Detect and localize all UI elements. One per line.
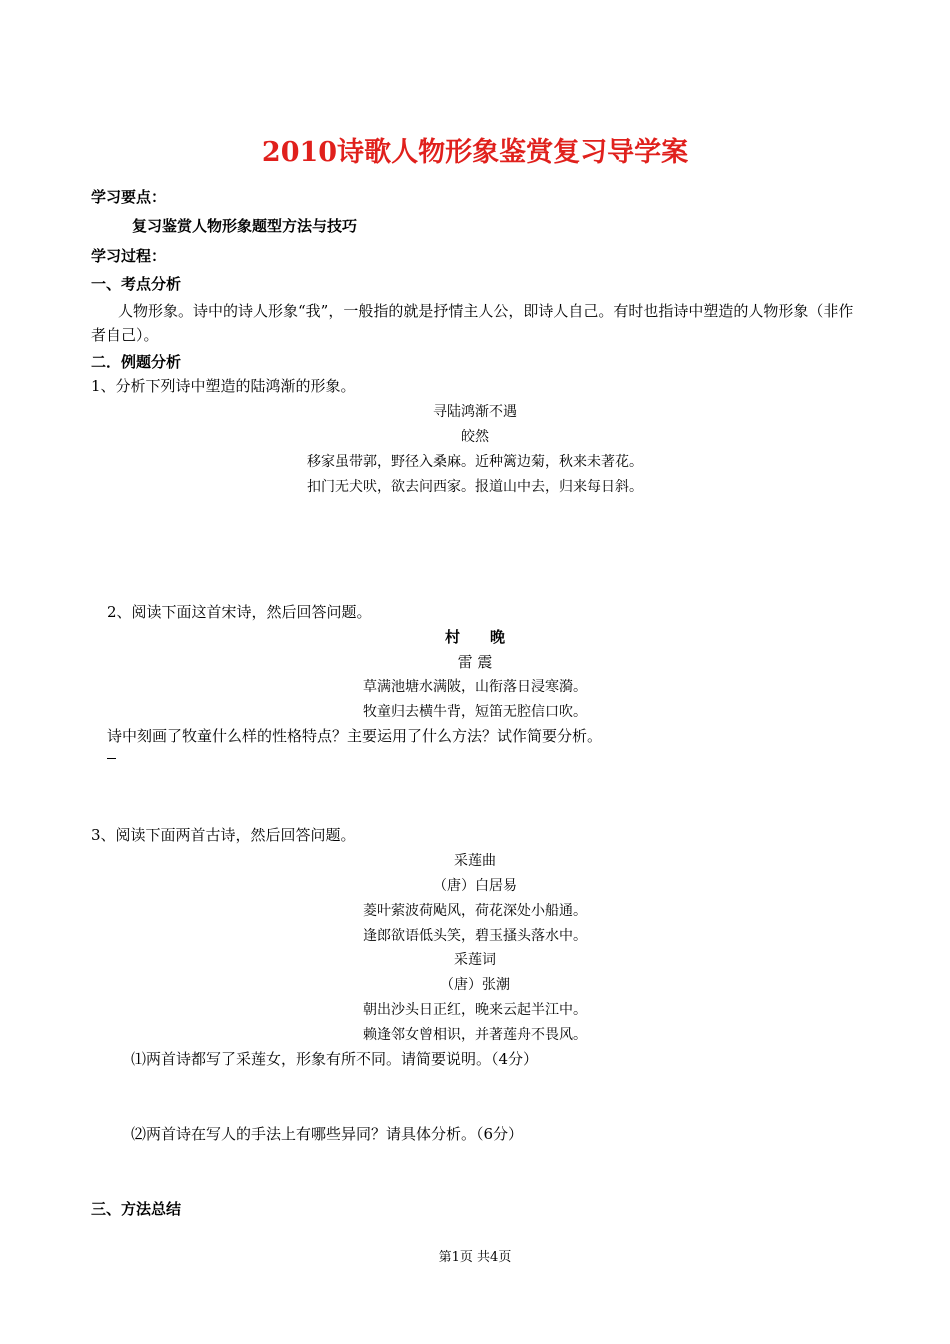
answer-blank-line — [107, 758, 116, 759]
q3-poem1-author: （唐）白居易 — [433, 878, 517, 894]
q1-poem-line-1: 移家虽带郭，野径入桑麻。近种篱边菊，秋来未著花。 — [307, 454, 643, 470]
q1-poem-author: 皎然 — [461, 429, 489, 445]
page-footer: 第1页 共4页 — [438, 1250, 512, 1265]
q3-poem2-line-2: 赖逢邻女曾相识，并著莲舟不畏风。 — [363, 1027, 587, 1043]
key-points-text: 复习鉴赏人物形象题型方法与技巧 — [132, 217, 358, 235]
key-points-label: 学习要点： — [91, 188, 167, 206]
q3-poem2-author: （唐）张潮 — [440, 977, 510, 993]
q2-poem-author: 雷 震 — [457, 653, 493, 671]
q3-poem2-title: 采莲词 — [454, 952, 496, 968]
q2-question: 诗中刻画了牧童什么样的性格特点？主要运用了什么方法？试作简要分析。 — [107, 727, 603, 745]
q2-prompt: 2、阅读下面这首宋诗，然后回答问题。 — [107, 603, 372, 621]
q2-poem-line-1: 草满池塘水满陂，山衔落日浸寒漪。 — [363, 679, 587, 695]
page-title: 2010诗歌人物形象鉴赏复习导学案 — [261, 137, 689, 168]
q1-prompt: 1、分析下列诗中塑造的陆鸿渐的形象。 — [91, 377, 356, 395]
q3-poem1-line-2: 逢郎欲语低头笑，碧玉搔头落水中。 — [363, 928, 587, 944]
q1-poem-title: 寻陆鸿渐不遇 — [433, 404, 517, 420]
section-1-text: 人物形象。诗中的诗人形象“我”，一般指的就是抒情主人公，即诗人自己。有时也指诗中塑造的人物形象（非作者自己）。 — [91, 302, 854, 344]
q3-prompt: 3、阅读下面两首古诗，然后回答问题。 — [91, 826, 356, 844]
q3-subquestion-1: ⑴两首诗都写了采莲女，形象有所不同。请简要说明。（4分） — [131, 1050, 539, 1068]
process-label: 学习过程： — [91, 247, 167, 265]
q2-poem-line-2: 牧童归去横牛背，短笛无腔信口吹。 — [363, 704, 587, 720]
section-3-heading: 三、方法总结 — [91, 1200, 182, 1218]
q2-poem-title: 村 晚 — [444, 628, 505, 646]
q3-poem1-title: 采莲曲 — [454, 853, 496, 869]
q3-subquestion-2: ⑵两首诗在写人的手法上有哪些异同？请具体分析。（6分） — [131, 1125, 524, 1143]
section-1-heading: 一、考点分析 — [91, 275, 182, 293]
q3-poem2-line-1: 朝出沙头日正红，晚来云起半江中。 — [363, 1002, 587, 1018]
q3-poem1-line-1: 菱叶萦波荷飐风，荷花深处小船通。 — [363, 903, 587, 919]
q1-poem-line-2: 扣门无犬吠，欲去问西家。报道山中去，归来每日斜。 — [307, 479, 643, 495]
section-2-heading: 二．例题分析 — [91, 353, 182, 371]
